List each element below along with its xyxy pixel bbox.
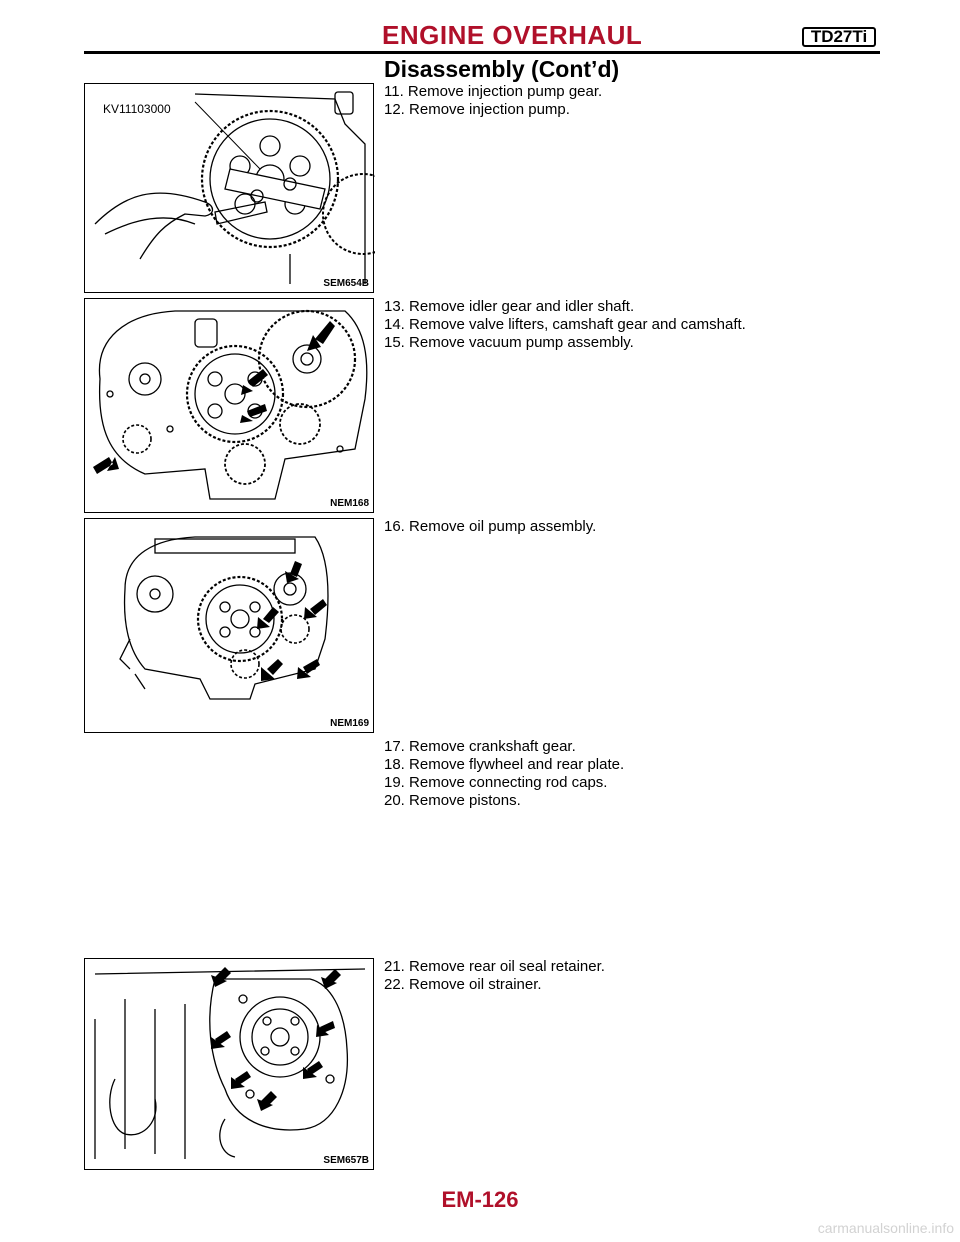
oil-pump-illustration (85, 519, 375, 734)
figure-nem168 (84, 298, 374, 513)
figure-caption: SEM654B (323, 278, 369, 289)
figure-sem657b (84, 958, 374, 1170)
figure-caption: SEM657B (323, 1155, 369, 1166)
tool-number-label: KV11103000 (103, 102, 171, 116)
step-14: 14. Remove valve lifters, camshaft gear and camshaft. (384, 316, 746, 333)
step-19: 19. Remove connecting rod caps. (384, 774, 608, 791)
watermark: carmanualsonline.info (817, 1220, 954, 1236)
steps-group-5 (384, 958, 605, 994)
page-title: ENGINE OVERHAUL (382, 20, 643, 50)
step-12: 12. Remove injection pump. (384, 101, 570, 118)
figure-sem654b (84, 83, 374, 293)
steps-group-1 (384, 83, 602, 119)
step-17: 17. Remove crankshaft gear. (384, 738, 576, 755)
step-18: 18. Remove flywheel and rear plate. (384, 756, 625, 773)
header-divider (84, 51, 880, 54)
front-cover-gears-illustration (85, 299, 375, 514)
step-22: 22. Remove oil strainer. (384, 976, 542, 993)
step-13: 13. Remove idler gear and idler shaft. (384, 298, 635, 315)
step-20: 20. Remove pistons. (384, 792, 521, 809)
model-badge: TD27Ti (802, 27, 876, 47)
section-title: Disassembly (Cont’d) (384, 56, 620, 82)
figure-nem169 (84, 518, 374, 733)
step-15: 15. Remove vacuum pump assembly. (384, 334, 634, 351)
figure-caption: NEM169 (330, 718, 369, 729)
page-number: EM-126 (441, 1187, 519, 1212)
rear-oil-seal-retainer-illustration (85, 959, 375, 1171)
figure-caption: NEM168 (330, 498, 369, 509)
steps-group-2 (384, 298, 746, 352)
steps-group-3 (384, 518, 596, 536)
steps-group-4 (384, 738, 624, 810)
step-21: 21. Remove rear oil seal retainer. (384, 958, 605, 975)
step-16: 16. Remove oil pump assembly. (384, 518, 597, 535)
step-11: 11. Remove injection pump gear. (384, 83, 603, 100)
